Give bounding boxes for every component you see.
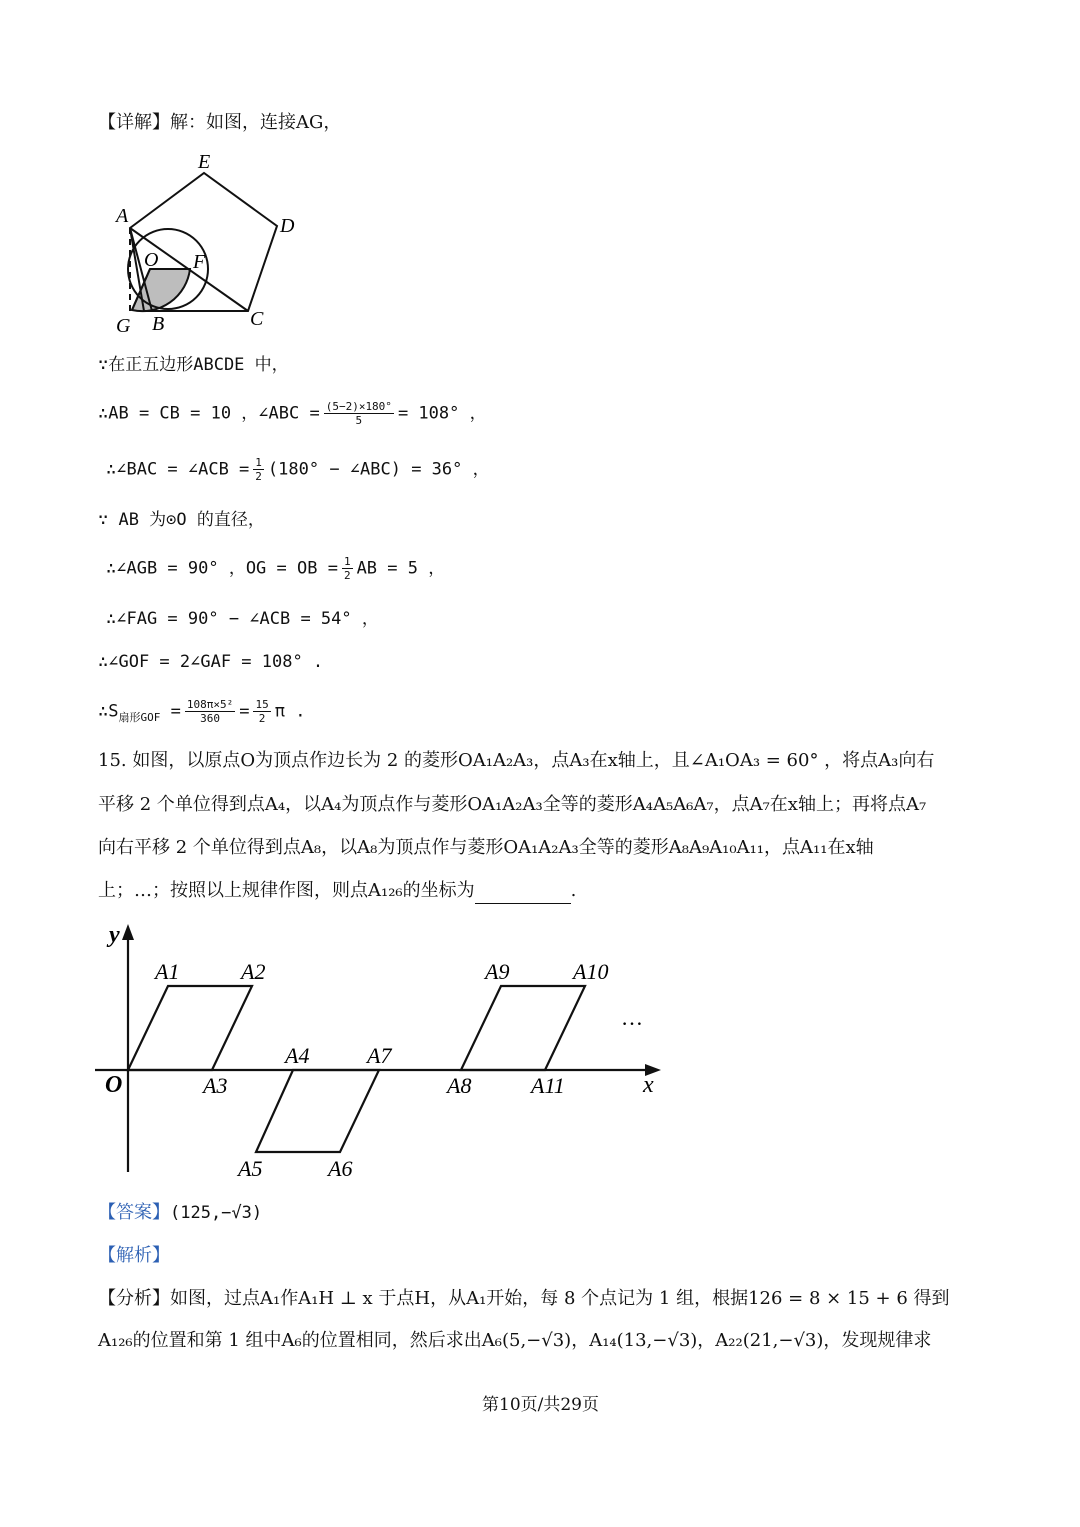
step-1: ∵在正五边形ABCDE 中， (98, 355, 289, 375)
label-A6: A6 (328, 1156, 353, 1181)
label-A11: A11 (531, 1073, 565, 1098)
problem-line-2: 平移 2 个单位得到点A₄，以A₄为顶点作与菱形OA₁A₂A₃全等的菱形A₄A₅A₆A₇，点A₇在x轴上；再将点A₇ (98, 794, 927, 815)
label-B: B (152, 313, 165, 335)
rhombus-3 (461, 986, 585, 1070)
label-A: A (116, 205, 129, 227)
analysis-tag: 【解析】 (98, 1245, 170, 1266)
label-A3: A3 (203, 1073, 228, 1098)
pentagon-circle-figure (90, 148, 310, 338)
answer-line (98, 1200, 262, 1226)
label-O: O (144, 249, 159, 271)
step-8: $\therefore S_{扇形GOF}$ = $\frac{\text{108π×5²}}{360}$ = $\frac{15}{2}$ π . (98, 698, 306, 725)
label-A10: A10 (573, 959, 609, 984)
label-D: D (280, 215, 295, 237)
label-G: G (116, 315, 131, 337)
rhombus-2 (256, 1070, 379, 1152)
step-6: ∴∠FAG = 90° − ∠ACB = 54° ， (106, 609, 379, 629)
solution-heading: 【详解】解：如图，连接AG， (98, 112, 342, 133)
analysis-line-2: A₁₂₆的位置和第 1 组中A₆的位置相同，然后求出A₆(5,−√3)，A₁₄(13,−√3)，A₂₂(21,−√3)，发现规律求 (98, 1330, 932, 1351)
answer-value: (125,−√3) (170, 1203, 263, 1223)
label-A2: A2 (241, 959, 266, 984)
rhombus-1 (128, 986, 252, 1070)
label-A4: A4 (285, 1043, 310, 1068)
origin-label: O (105, 1072, 123, 1098)
answer-tag: 【答案】 (98, 1202, 170, 1223)
analysis-line-1: 【分析】如图，过点A₁作A₁H ⊥ x 于点H，从A₁开始，每 8 个点记为 1 组，根据126 = 8 × 15 + 6 得到 (98, 1288, 950, 1309)
label-E: E (198, 151, 211, 173)
problem-line-4: 上；…；按照以上规律作图，则点A₁₂₆的坐标为 . (98, 878, 576, 904)
label-A9: A9 (485, 959, 510, 984)
axis-y-label: y (109, 922, 120, 948)
axis-x-label: x (643, 1072, 654, 1098)
problem-line-1: 15. 如图，以原点O为顶点作边长为 2 的菱形OA₁A₂A₃，点A₃在x轴上，且∠A₁OA₃ = 60° ，将点A₃向右 (98, 750, 935, 771)
answer-blank (475, 885, 571, 904)
step-7: ∴∠GOF = 2∠GAF = 108° . (98, 652, 324, 672)
step-5: ∴∠AGB = 90° ，OG = OB = $\frac{1}{2}$ AB = 5 ， (106, 555, 446, 582)
label-A8: A8 (447, 1073, 472, 1098)
rhombus-graph (95, 920, 695, 1190)
label-A1: A1 (155, 959, 180, 984)
dots-label: … (621, 1005, 643, 1030)
label-A7: A7 (367, 1043, 392, 1068)
problem-line-3: 向右平移 2 个单位得到点A₈，以A₈为顶点作与菱形OA₁A₂A₃全等的菱形A₈A₉A₁₀A₁₁，点A₁₁在x轴 (98, 837, 874, 858)
step-2: ∴AB = CB = 10 ，∠ABC = $\frac{(5-2)\times 180^\circ}{5}$ = 108° ， (98, 400, 487, 427)
step-4: ∵ AB 为⊙O 的直径， (98, 510, 265, 530)
label-A5: A5 (238, 1156, 263, 1181)
label-C: C (250, 308, 264, 330)
page-footer: 第10页/共29页 (482, 1395, 599, 1415)
step-3: ∴∠BAC = ∠ACB = $\frac{1}{2}$ (180° − ∠ABC) = 36° ， (106, 456, 490, 483)
label-F: F (193, 251, 206, 273)
